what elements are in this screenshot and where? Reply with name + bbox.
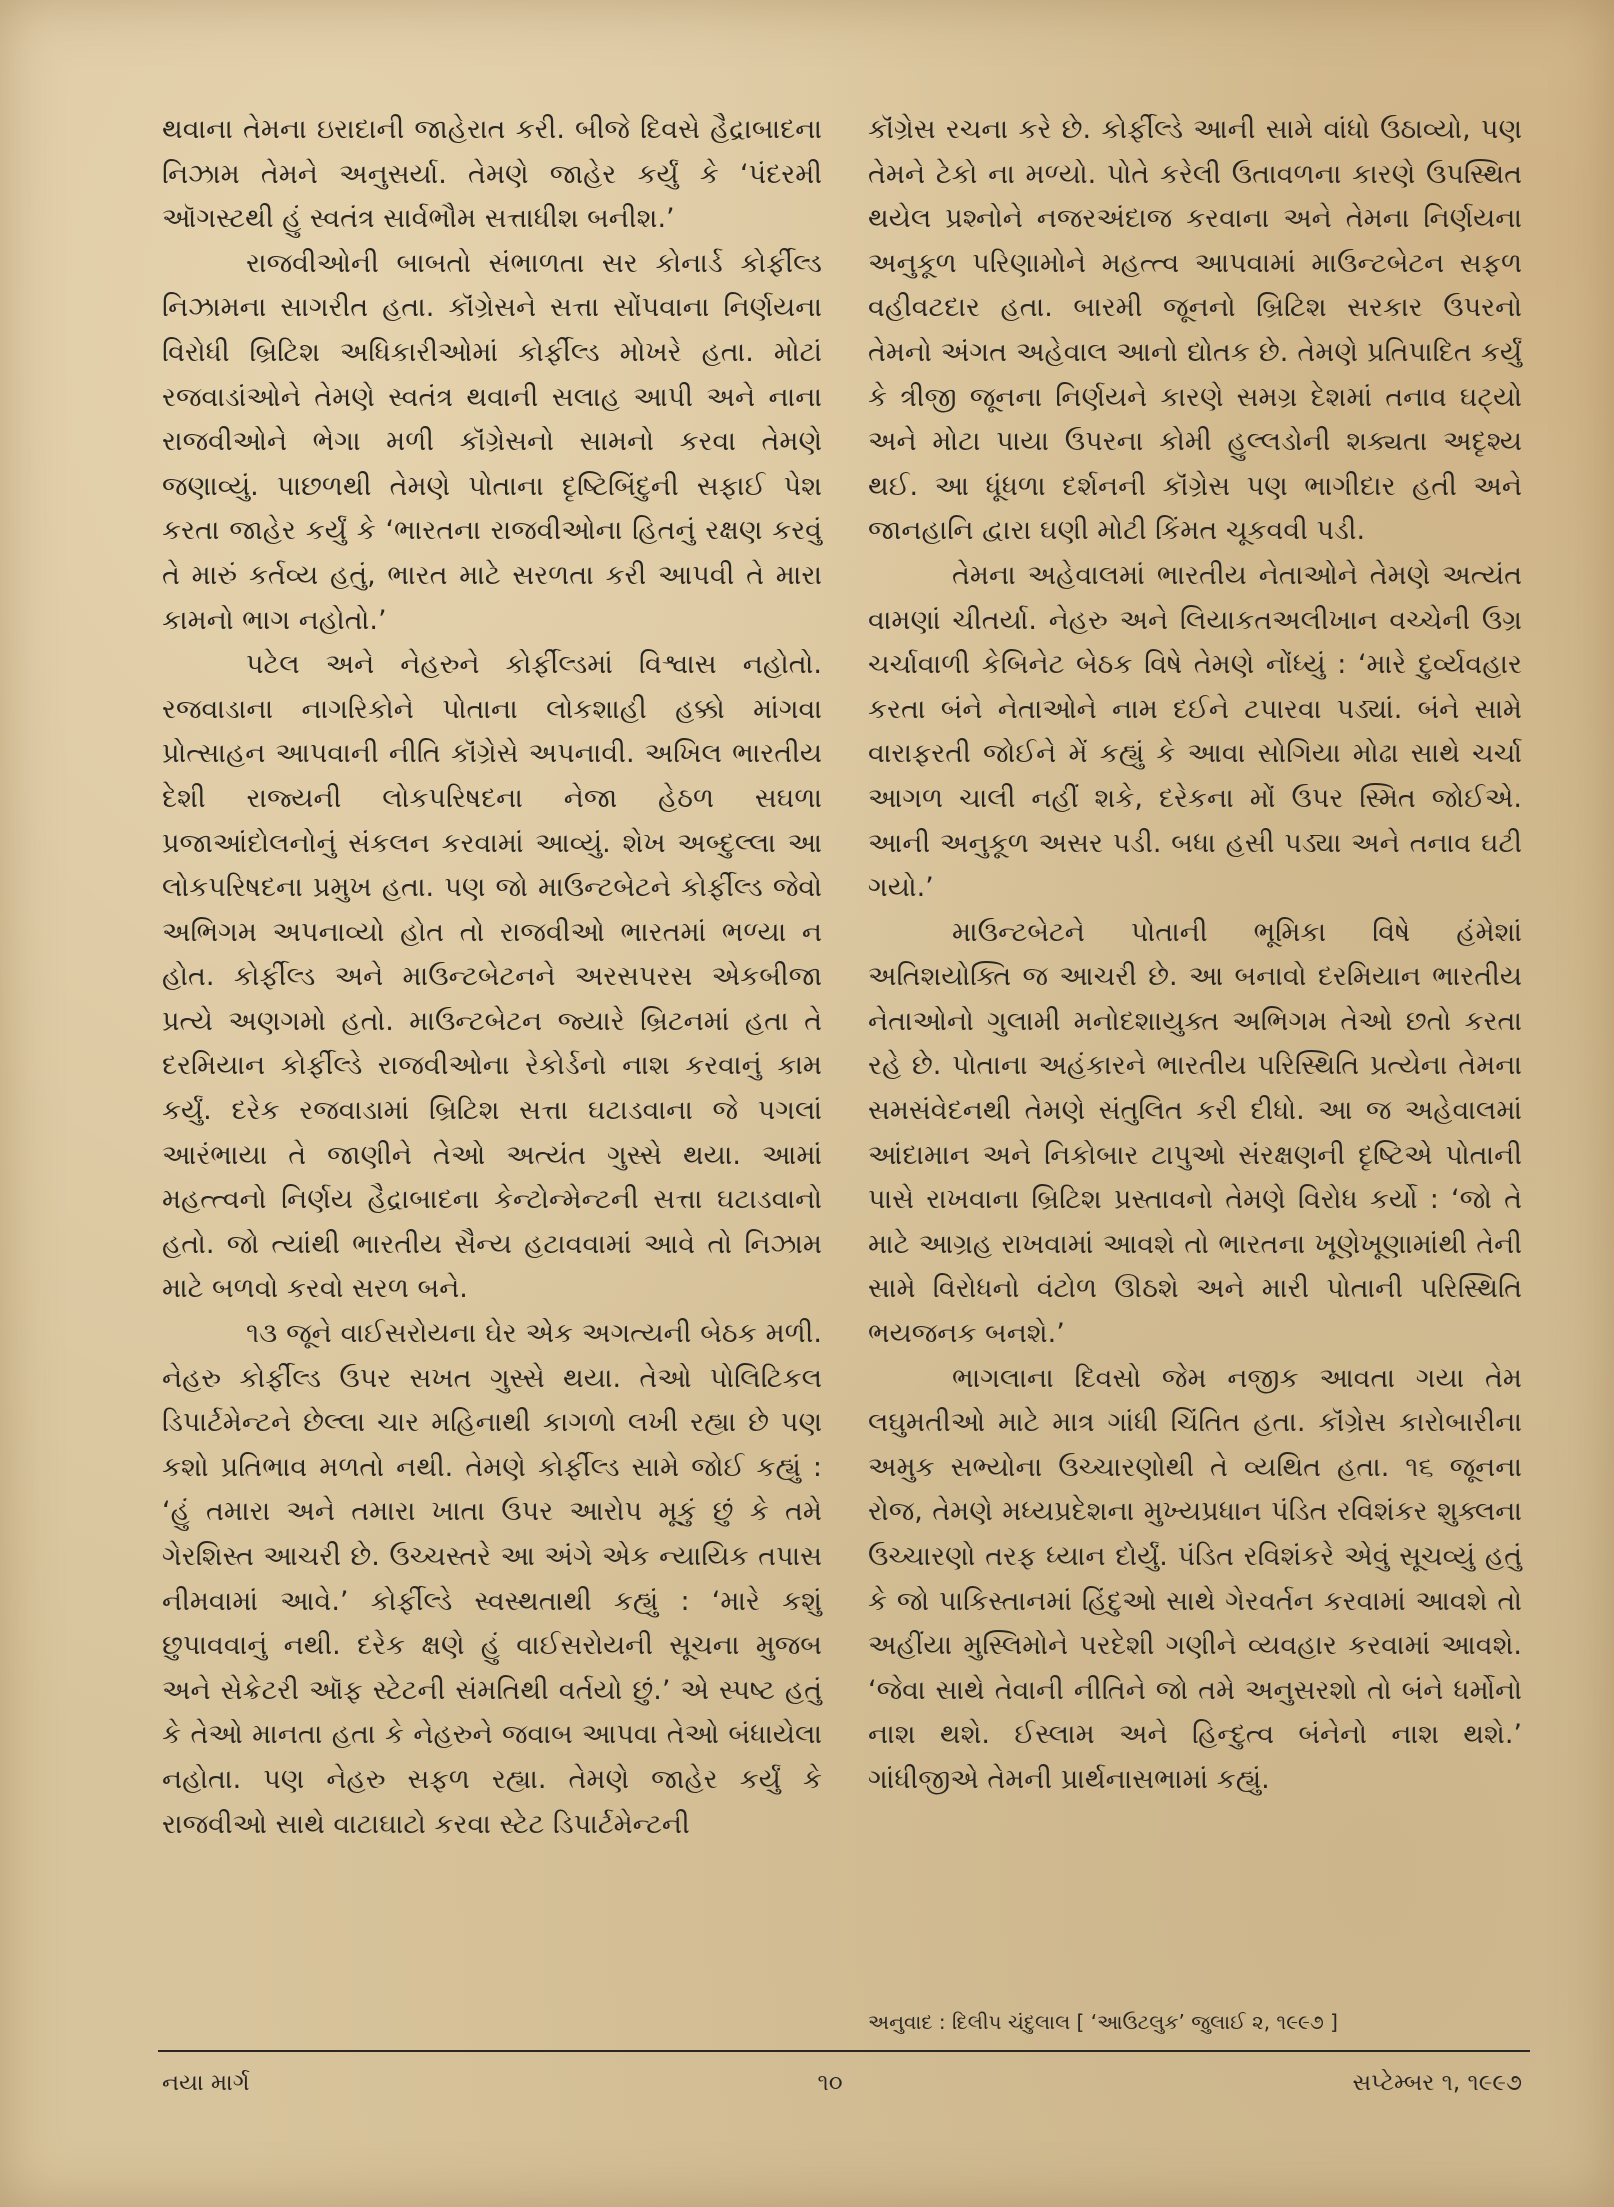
page-number: ૧૦	[817, 2070, 843, 2096]
paragraph: પટેલ અને નેહરુને કોર્ફીલ્ડમાં વિશ્વાસ નહોતો. રજવાડાના નાગરિકોને પોતાના લોકશાહી હક્કો માંગવા પ્રોત્સાહન આપવાની નીતિ કૉંગ્રેસે અપનાવી. અખિલ ભારતીય દેશી રાજ્યની લોકપરિષદના નેજા હેઠળ સઘળા પ્રજાઆંદોલનોનું સંકલન કરવામાં આવ્યું. શેખ અબ્દુલ્લા આ લોકપરિષદના પ્રમુખ હતા. પણ જો માઉન્ટબેટને કોર્ફીલ્ડ જેવો અભિગમ અપનાવ્યો હોત તો રાજવીઓ ભારતમાં ભળ્યા ન હોત. કોર્ફીલ્ડ અને માઉન્ટબેટનને અરસપરસ એકબીજા પ્રત્યે અણગમો હતો. માઉન્ટબેટન જ્યારે બ્રિટનમાં હતા તે દરમિયાન કોર્ફીલ્ડે રાજવીઓના રેકોર્ડનો નાશ કરવાનું કામ કર્યું. દરેક રજવાડામાં બ્રિટિશ સત્તા ઘટાડવાના જે પગલાં આરંભાયા તે જાણીને તેઓ અત્યંત ગુસ્સે થયા. આમાં મહત્ત્વનો નિર્ણય હૈદ્રાબાદના કેન્ટોન્મેન્ટની સત્તા ઘટાડવાનો હતો. જો ત્યાંથી ભારતીય સૈન્ય હટાવવામાં આવે તો નિઝામ માટે બળવો કરવો સરળ બને.	[162, 649, 822, 1305]
left-column	[162, 108, 822, 1847]
footer-divider	[158, 2050, 1530, 2052]
paragraph: રાજવીઓની બાબતો સંભાળતા સર કોનાર્ડ કોર્ફીલ્ડ નિઝામના સાગરીત હતા. કૉંગ્રેસને સત્તા સોંપવાના નિર્ણયના વિરોધી બ્રિટિશ અધિકારીઓમાં કોર્ફીલ્ડ મોખરે હતા. મોટાં રજવાડાંઓને તેમણે સ્વતંત્ર થવાની સલાહ આપી અને નાના રાજવીઓને ભેગા મળી કૉંગ્રેસનો સામનો કરવા તેમણે જણાવ્યું. પાછળથી તેમણે પોતાના દૃષ્ટિબિંદુની સફાઈ પેશ કરતા જાહેર કર્યું કે ‘ભારતના રાજવીઓના હિતનું રક્ષણ કરવું તે મારું કર્તવ્ય હતું, ભારત માટે સરળતા કરી આપવી તે મારા કામનો ભાગ નહોતો.’	[162, 247, 822, 636]
paragraph: માઉન્ટબેટને પોતાની ભૂમિકા વિષે હંમેશાં અતિશયોક્તિ જ આચરી છે. આ બનાવો દરમિયાન ભારતીય નેતાઓનો ગુલામી મનોદશાયુક્ત અભિગમ તેઓ છતો કરતા રહે છે. પોતાના અહંકારને ભારતીય પરિસ્થિતિ પ્રત્યેના તેમના સમસંવેદનથી તેમણે સંતુલિત કરી દીધો. આ જ અહેવાલમાં આંદામાન અને નિકોબાર ટાપુઓ સંરક્ષણની દૃષ્ટિએ પોતાની પાસે રાખવાના બ્રિટિશ પ્રસ્તાવનો તેમણે વિરોધ કર્યો : ‘જો તે માટે આગ્રહ રાખવામાં આવશે તો ભારતના ખૂણેખૂણામાંથી તેની સામે વિરોધનો વંટોળ ઊઠશે અને મારી પોતાની પરિસ્થિતિ ભયજનક બનશે.’	[868, 916, 1522, 1350]
paragraph: કૉંગ્રેસ રચના કરે છે. કોર્ફીલ્ડે આની સામે વાંધો ઉઠાવ્યો, પણ તેમને ટેકો ના મળ્યો. પોતે કરેલી ઉતાવળના કારણે ઉપસ્થિત થયેલ પ્રશ્નોને નજરઅંદાજ કરવાના અને તેમના નિર્ણયના અનુકૂળ પરિણામોને મહત્ત્વ આપવામાં માઉન્ટબેટન સફળ વહીવટદાર હતા. બારમી જૂનનો બ્રિટિશ સરકાર ઉપરનો તેમનો અંગત અહેવાલ આનો દ્યોતક છે. તેમણે પ્રતિપાદિત કર્યું કે ત્રીજી જૂનના નિર્ણયને કારણે સમગ્ર દેશમાં તનાવ ઘટ્યો અને મોટા પાયા ઉપરના કોમી હુલ્લડોની શક્યતા અદૃશ્ય થઈ. આ ધૂંધળા દર્શનની કૉંગ્રેસ પણ ભાગીદાર હતી અને જાનહાનિ દ્વારા ઘણી મોટી કિંમત ચૂકવવી પડી.	[868, 114, 1522, 547]
paragraph: ૧૩ જૂને વાઈસરોયના ઘેર એક અગત્યની બેઠક મળી. નેહરુ કોર્ફીલ્ડ ઉપર સખત ગુસ્સે થયા. તેઓ પોલિટિકલ ડિપાર્ટમેન્ટને છેલ્લા ચાર મહિનાથી કાગળો લખી રહ્યા છે પણ કશો પ્રતિભાવ મળતો નથી. તેમણે કોર્ફીલ્ડ સામે જોઈ કહ્યું : ‘હું તમારા અને તમારા ખાતા ઉપર આરોપ મૂકું છું કે તમે ગેરશિસ્ત આચરી છે. ઉચ્ચસ્તરે આ અંગે એક ન્યાયિક તપાસ નીમવામાં આવે.’ કોર્ફીલ્ડે સ્વસ્થતાથી કહ્યું : ‘મારે કશું છુપાવવાનું નથી. દરેક ક્ષણે હું વાઈસરોયની સૂચના મુજબ અને સેક્રેટરી ઑફ સ્ટેટની સંમતિથી વર્તયો છું.’ એ સ્પષ્ટ હતું કે તેઓ માનતા હતા કે નેહરુને જવાબ આપવા તેઓ બંધાયેલા નહોતા. પણ નેહરુ સફળ રહ્યા. તેમણે જાહેર કર્યું કે રાજવીઓ સાથે વાટાઘાટો કરવા સ્ટેટ ડિપાર્ટમેન્ટની	[162, 1318, 822, 1840]
right-column	[868, 108, 1522, 1803]
magazine-name: નયા માર્ગ	[162, 2070, 250, 2096]
paragraph: ભાગલાના દિવસો જેમ નજીક આવતા ગયા તેમ લઘુમતીઓ માટે માત્ર ગાંધી ચિંતિત હતા. કૉંગ્રેસ કારોબારીના અમુક સભ્યોના ઉચ્ચારણોથી તે વ્યથિત હતા. ૧૬ જૂનના રોજ, તેમણે મધ્યપ્રદેશના મુખ્યપ્રધાન પંડિત રવિશંકર શુક્લના ઉચ્ચારણો તરફ ધ્યાન દોર્યું. પંડિત રવિશંકરે એવું સૂચવ્યું હતું કે જો પાકિસ્તાનમાં હિંદુઓ સાથે ગેરવર્તન કરવામાં આવશે તો અહીંયા મુસ્લિમોને પરદેશી ગણીને વ્યવહાર કરવામાં આવશે. ‘જેવા સાથે તેવાની નીતિને જો તમે અનુસરશો તો બંને ધર્મોનો નાશ થશે. ઈસ્લામ અને હિન્દુત્વ બંનેનો નાશ થશે.’ ગાંધીજીએ તેમની પ્રાર્થનાસભામાં કહ્યું.	[868, 1362, 1522, 1795]
paragraph: તેમના અહેવાલમાં ભારતીય નેતાઓને તેમણે અત્યંત વામણાં ચીતર્યા. નેહરુ અને લિયાકતઅલીખાન વચ્ચેની ઉગ્ર ચર્ચાવાળી કેબિનેટ બેઠક વિષે તેમણે નોંધ્યું : ‘મારે દુર્વ્યવહાર કરતા બંને નેતાઓને નામ દઈને ટપારવા પડ્યાં. બંને સામે વારાફરતી જોઈને મેં કહ્યું કે આવા સોગિયા મોઢા સાથે ચર્ચા આગળ ચાલી નહીં શકે, દરેકના મોં ઉપર સ્મિત જોઈએ. આની અનુકૂળ અસર પડી. બધા હસી પડ્યા અને તનાવ ઘટી ગયો.’	[868, 559, 1522, 904]
paragraph: થવાના તેમના ઇરાદાની જાહેરાત કરી. બીજે દિવસે હૈદ્રાબાદના નિઝામ તેમને અનુસર્યા. તેમણે જાહેર કર્યું કે ‘પંદરમી ઑગસ્ટથી હું સ્વતંત્ર સાર્વભૌમ સત્તાધીશ બનીશ.’	[162, 114, 822, 235]
translation-credit: અનુવાદ : દિલીપ ચંદુલાલ [ ‘આઉટલુક’ જુલાઈ ૨, ૧૯૯૭ ]	[868, 2010, 1338, 2034]
issue-date: સપ્ટેમ્બર ૧, ૧૯૯૭	[1352, 2070, 1522, 2096]
